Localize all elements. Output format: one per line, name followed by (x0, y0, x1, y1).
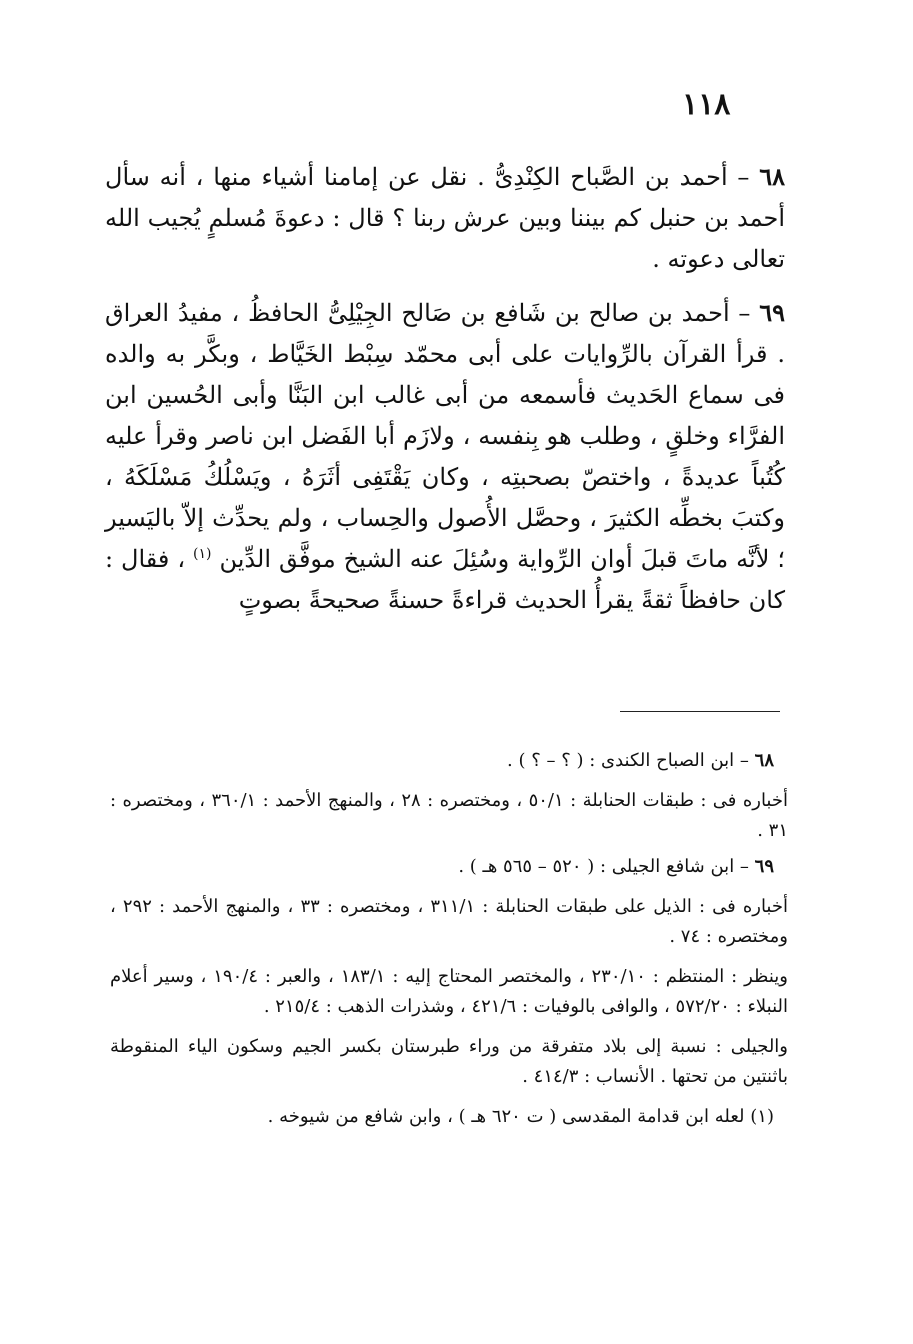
footnote-heading-text: – ابن الصباح الكندى : ( ؟ – ؟ ) . (507, 750, 749, 771)
footnote-69-see-also: وينظر : المنتظم : ٢٣٠/١٠ ، والمختصر المحتاج إليه : ١٨٣/١ ، والعبر : ١٩٠/٤ ، وسير أعلام النبلاء : ٥٧٢/٢٠ ، والوافى بالوفيات : ٤٢١/٦ ، وشذرات الذهب : ٢١٥/٤ . (110, 966, 788, 1017)
footnote-69-heading (110, 852, 788, 882)
footnote-69-sources: أخباره فى : الذيل على طبقات الحنابلة : ٣١١/١ ، ومختصره : ٣٣ ، والمنهج الأحمد : ٢٩٢ ، ومختصره : ٧٤ . (110, 896, 788, 947)
footnote-heading-text: – ابن شافع الجيلى : ( ٥٢٠ – ٥٦٥ هـ ) . (458, 856, 749, 877)
footnotes (110, 740, 788, 1132)
entry-text: – أحمد بن الصَّباح الكِنْدِىُّ . نقل عن إمامنا أشياء منها ، أنه سأل أحمد بن حنبل كم بيننا وبين عرش ربنا ؟ قال : دعوةَ مُسلمٍ يُجيب الله تعالى دعوته . (105, 163, 785, 273)
entry-number: ٦٩ (759, 298, 785, 327)
entry-69 (105, 292, 785, 621)
footnote-68-sources: أخباره فى : طبقات الحنابلة : ٥٠/١ ، ومختصره : ٢٨ ، والمنهج الأحمد : ٣٦٠/١ ، ومختصره : ٣١ . (110, 790, 788, 841)
footnote-1-text: لعله ابن قدامة المقدسى ( ت ٦٢٠ هـ ) ، وابن شافع من شيوخه . (267, 1106, 745, 1127)
footnote-1 (110, 1102, 788, 1132)
footnote-jili-note: والجيلى : نسبة إلى بلاد متفرقة من وراء طبرستان بكسر الجيم وسكون الياء المنقوطة باثنتين من تحتها . الأنساب : ٤١٤/٣ . (110, 1036, 788, 1087)
footnote-number: ٦٩ (754, 856, 774, 877)
footnote-68-heading (110, 746, 788, 776)
entry-68 (105, 156, 785, 280)
entry-text-continued: ، فقال : كان حافظاً ثقةً يقرأُ الحديث قراءةً حسنةً صحيحةً بصوتٍ (105, 545, 785, 614)
footnote-reference: (١) (193, 546, 212, 562)
main-text (105, 156, 785, 621)
page-number: ١١٨ (682, 87, 731, 122)
entry-text: – أحمد بن صالح بن شَافع بن صَالح الجِيْلِىُّ الحافظُ ، مفيدُ العراق . قرأ القرآن بالرِّوايات على أبى محمّد سِبْط الخَيَّاط ، وبكَّر به والده فى سماع الحَديث فأسمعه من أبى غالب ابن البَنَّا وأبى الحُسين ابن الفرَّاء وخلقٍ ، وطلب هو بِنفسه ، ولازَم أبا الفَضل ابن ناصر وقرأ عليه كُتُباً عديدةً ، واختصّ بصحبتِه ، وكان يَقْتَفِى أثَرَهُ ، ويَسْلُكُ مَسْلَكَهُ ، وكتبَ بخطِّه الكثيرَ ، وحصَّل الأُصول والحِساب ، ولم يحدِّث إلاّ باليَسير ؛ لأنَّه ماتَ قبلَ أوان الرِّواية وسُئِلَ عنه الشيخ موفَّق الدِّين (105, 299, 785, 573)
entry-number: ٦٨ (759, 162, 785, 191)
footnote-1-mark: (١) (750, 1106, 774, 1127)
footnote-number: ٦٨ (754, 750, 774, 771)
footnote-divider (620, 711, 780, 712)
